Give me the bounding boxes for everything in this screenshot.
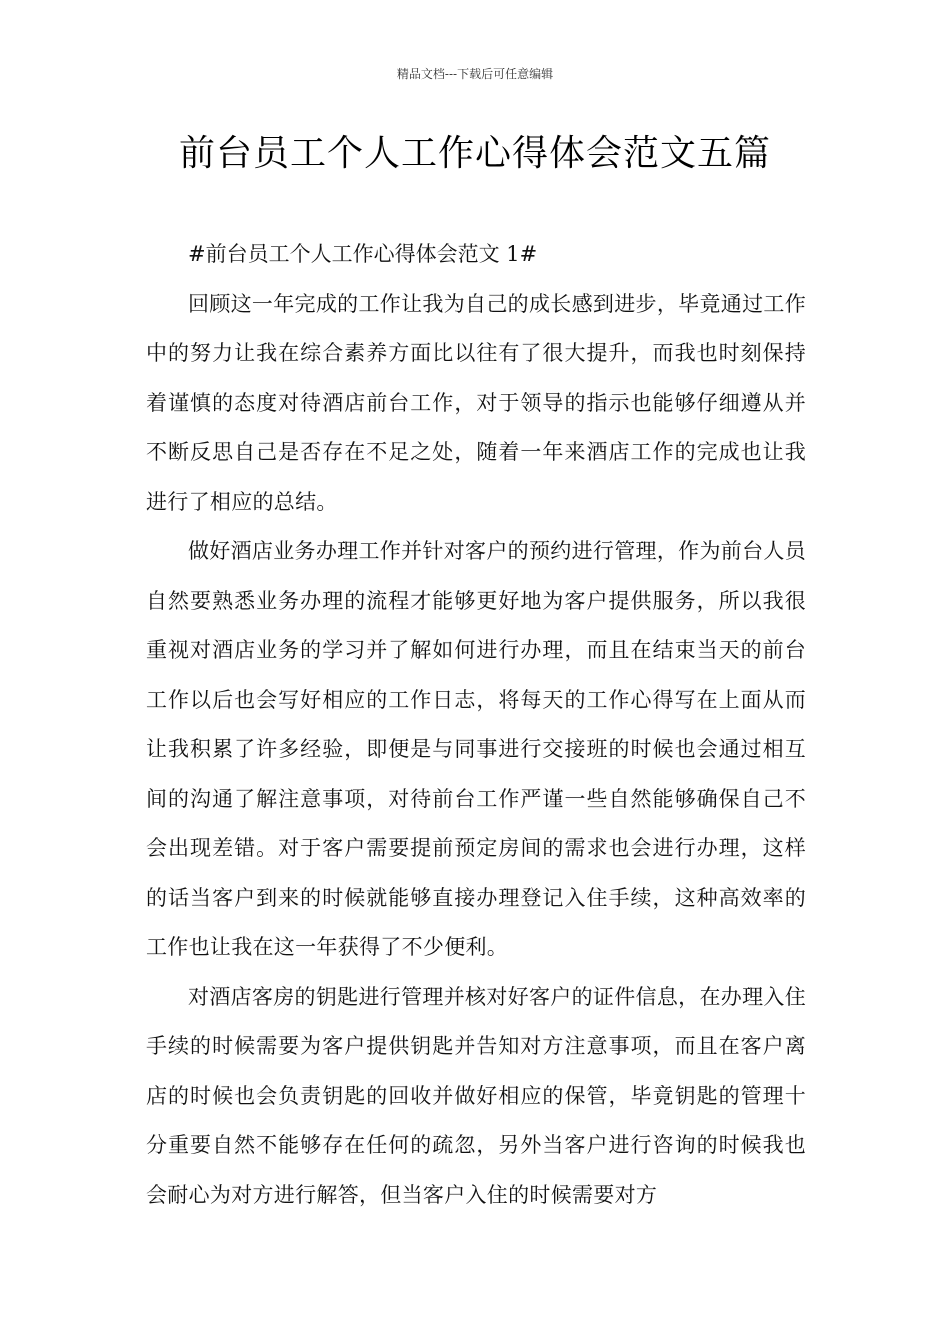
header-note: 精品文档---下载后可任意编辑 xyxy=(396,67,554,81)
paragraph-1: 回顾这一年完成的工作让我为自己的成长感到进步，毕竟通过工作中的努力让我在综合素养方面比以往有了很大提升，而我也时刻保持着谨慎的态度对待酒店前台工作，对于领导的指示也能够仔细遵从并不断反思自己是否存在不足之处，随着一年来酒店工作的完成也让我进行了相应的总结。 xyxy=(146,291,806,514)
paragraph-2: 做好酒店业务办理工作并针对客户的预约进行管理，作为前台人员自然要熟悉业务办理的流程才能够更好地为客户提供服务，所以我很重视对酒店业务的学习并了解如何进行办理，而且在结束当天的前台工作以后也会写好相应的工作日志，将每天的工作心得写在上面从而让我积累了许多经验，即便是与同事进行交接班的时候也会通过相互间的沟通了解注意事项，对待前台工作严谨一些自然能够确保自己不会出现差错。对于客户需要提前预定房间的需求也会进行办理，这样的话当客户到来的时候就能够直接办理登记入住手续，这种高效率的工作也让我在这一年获得了不少便利。 xyxy=(146,539,806,959)
document-title: 前台员工个人工作心得体会范文五篇 xyxy=(178,133,771,174)
document-body xyxy=(146,230,806,1220)
section-heading: #前台员工个人工作心得体会范文 1# xyxy=(188,242,538,266)
paragraph-3: 对酒店客房的钥匙进行管理并核对好客户的证件信息，在办理入住手续的时候需要为客户提供钥匙并告知对方注意事项，而且在客户离店的时候也会负责钥匙的回收并做好相应的保管，毕竟钥匙的管理十分重要自然不能够存在任何的疏忽，另外当客户进行咨询的时候我也会耐心为对方进行解答，但当客户入住的时候需要对方 xyxy=(146,984,806,1207)
